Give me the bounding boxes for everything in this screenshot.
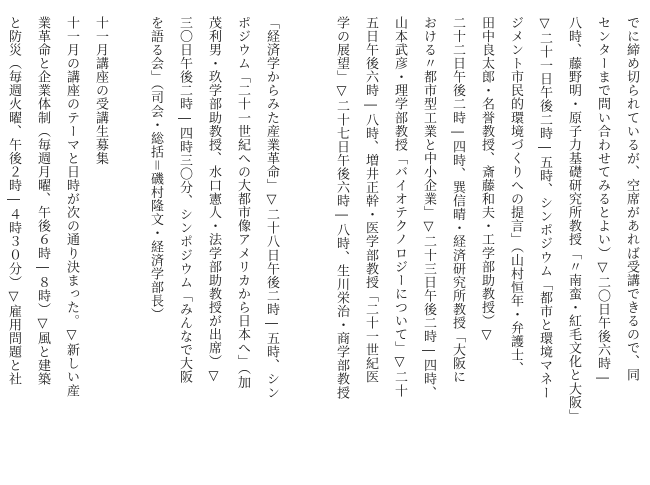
text-column: おける〃都市型工業と中小企業」▽二十三日午後二時―四時、: [421, 16, 436, 400]
text-column: 十一月の講座のテーマと日時が次の通り決まった。▽新しい産: [64, 16, 79, 398]
text-column: 学の展望」▽二十七日午後六時―八時、生川栄治・商学部教授: [334, 16, 349, 400]
text-column: を語る会」（司会・総括＝磯村隆文・経済学部長）: [148, 16, 163, 322]
text-column: 三〇日午後二時―四時三〇分、シンポジウム「みんなで大阪: [177, 16, 192, 384]
text-column: センターまで問い合わせてみるとよい）▽二〇日午後六時―: [595, 16, 610, 386]
text-column: と防災（毎週火曜、午後２時―４時３０分）▽雇用問題と社: [6, 16, 21, 386]
text-column: ジメント市民的環境づくりへの提言」（山村恒年・弁護士、: [508, 16, 523, 376]
text-column: ▽二十一日午後二時―五時、シンポジウム「都市と環境マネー: [537, 16, 552, 400]
text-column: ポジウム「二十一世紀への大都市像アメリカから日本へ」（加: [235, 16, 250, 389]
text-column: 茂利男・玖学部助教授、水口憲人・法学部助教授が出席）▽: [206, 16, 221, 384]
text-column: 五日午後六時―八時、増井正幹・医学部教授「二十一世紀医: [363, 16, 378, 384]
text-column: 田中良太郎・名誉教授、斎藤和夫・工学部助教授）▽: [479, 16, 494, 344]
text-column: 業革命と企業体制（毎週月曜、午後６時―８時）▽風と建築: [35, 16, 50, 386]
text-column: 八時、藤野明・原子力基礎研究所教授「〃南蛮・紅毛文化と大阪」: [566, 16, 581, 423]
section-heading: 十一月講座の受講生募集: [93, 16, 108, 166]
text-column: 「経済学からみた産業革命」▽二十八日午後二時―五時、シン: [264, 16, 279, 400]
text-column: 二十二日午後二時―四時、巽信晴・経済研究所教授「大阪に: [450, 16, 465, 384]
text-column: 山本武彦・理学部教授「バイオテクノロジーについて」▽二十: [392, 16, 407, 398]
text-column: でに締め切られているが、空席があれば受講できるので、同: [624, 16, 639, 382]
